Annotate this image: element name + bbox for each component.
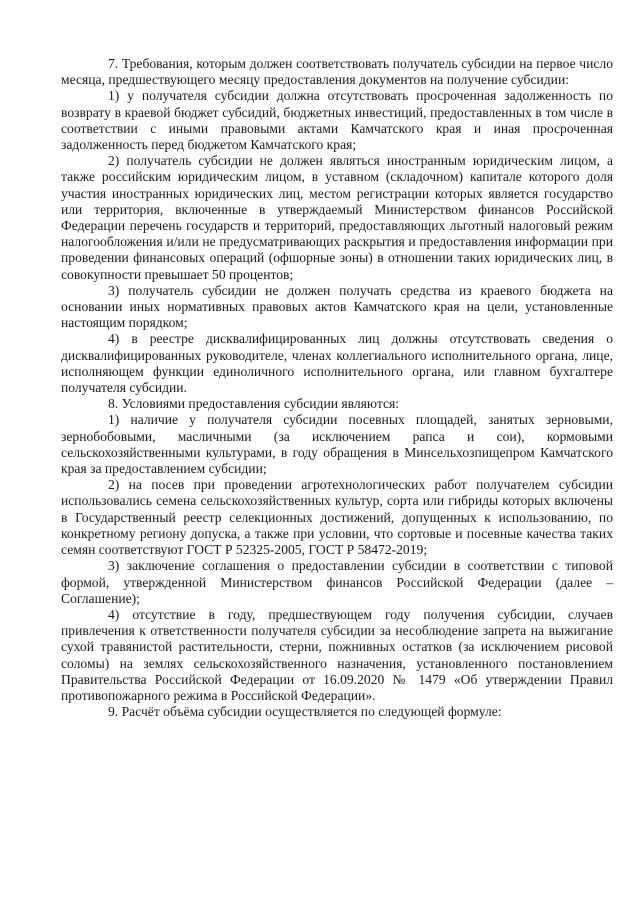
section-7-heading: 7. Требования, которым должен соответствовать получатель субсидии на первое число месяца, предшествующего месяцу предоставления документов на получение субсидии:: [61, 56, 613, 88]
requirement-3: 3) получатель субсидии не должен получать средства из краевого бюджета на основании иных нормативных правовых актов Камчатского края на цели, установленные настоящим порядком;: [61, 282, 613, 331]
section-8-heading: 8. Условиями предоставления субсидии являются:: [108, 396, 400, 412]
condition-1: 1) наличие у получателя субсидии посевных площадей, занятых зерновыми, зернобобовыми, масличными (за исключением рапса и сои), кормовыми сельскохозяйственными культурами, в году обращения в Минсельхозпищепром Камчатского края за предоставлением субсидии;: [61, 412, 613, 477]
condition-2: 2) на посев при проведении агротехнологических работ получателем субсидии использовались семена сельскохозяйственных культур, сорта или гибриды которых включены в Государственный реестр селекционных достижений, допущенных к использованию, по конкретному региону допуска, а также при условии, что сортовые и посевные качества таких семян соответствуют ГОСТ Р 52325-2005, ГОСТ Р 58472-2019;: [61, 477, 613, 558]
requirement-2: 2) получатель субсидии не должен являться иностранным юридическим лицом, а также российским юридическим лицом, в уставном (складочном) капитале которого доля участия иностранных юридических лиц, местом регистрации которых является государство или территория, включенные в утверждаемый Министерством финансов Российской Федерации перечень государств и территорий, предоставляющих льготный налоговый режим налогообложения и/или не предусматривающих раскрытия и предоставления информации при проведении финансовых операций (офшорные зоны) в отношении таких юридических лиц, в совокупности превышает 50 процентов;: [61, 153, 613, 282]
document-body: [61, 56, 613, 720]
condition-3: 3) заключение соглашения о предоставлении субсидии в соответствии с типовой формой, утвержденной Министерством финансов Российской Федерации (далее – Соглашение);: [61, 558, 613, 606]
condition-4: 4) отсутствие в году, предшествующем году получения субсидии, случаев привлечения к ответственности получателя субсидии за несоблюдение запрета на выжигание сухой травянистой растительности, стерни, пожнивных остатков (за исключением рисовой соломы) на землях сельскохозяйственного назначения, установленного постановлением Правительства Российской Федерации от 16.09.2020 № 1479 «Об утверждении Правил противопожарного режима в Российской Федерации».: [61, 606, 613, 703]
section-9-heading: 9. Расчёт объёма субсидии осуществляется по следующей формуле:: [108, 704, 502, 720]
requirement-4: 4) в реестре дисквалифицированных лиц должны отсутствовать сведения о дисквалифицированных руководителе, членах коллегиального исполнительного органа, лице, исполняющем функции единоличного исполнительного органа, или главном бухгалтере получателя субсидии.: [61, 331, 613, 396]
requirement-1: 1) у получателя субсидии должна отсутствовать просроченная задолженность по возврату в краевой бюджет субсидий, бюджетных инвестиций, предоставленных в том числе в соответствии с иными правовыми актами Камчатского края и иная просроченная задолженность перед бюджетом Камчатского края;: [61, 88, 613, 153]
